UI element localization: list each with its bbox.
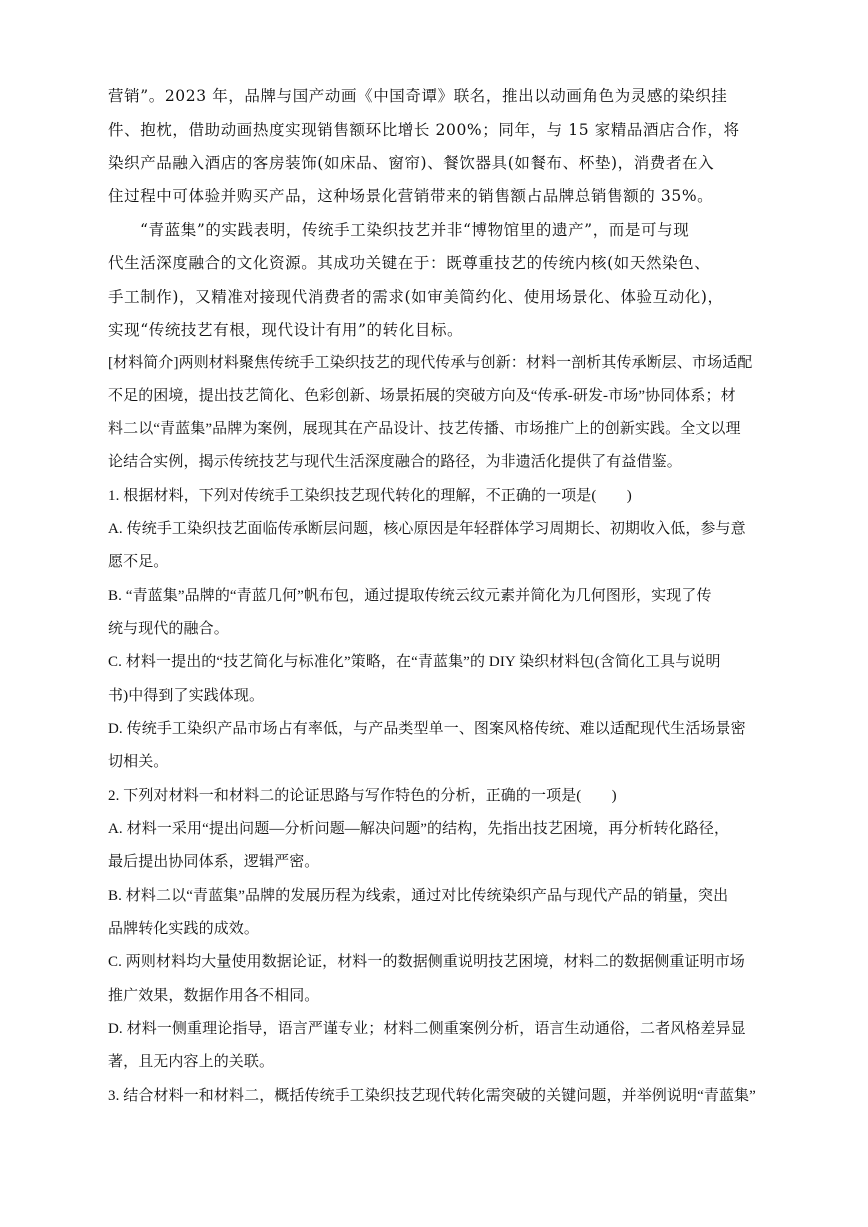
option-a-cont: 最后提出协同体系，逻辑严密。 [108, 854, 320, 870]
passage-line: 件、抱枕，借助动画热度实现销售额环比增长 200%；同年，与 15 家精品酒店合作，将 [108, 121, 740, 139]
passage-line: 代生活深度融合的文化资源。其成功关键在于：既尊重技艺的传统内核(如天然染色、 [108, 254, 711, 272]
option-a: A. 传统手工染织技艺面临传承断层问题，核心原因是年轻群体学习周期长、初期收入低，参与意 [108, 521, 746, 537]
summary-line: [材料简介]两则材料聚焦传统手工染织技艺的现代传承与创新：材料一剖析其传承断层、市场适配 [108, 355, 753, 371]
option-a-cont: 愿不足。 [108, 554, 169, 570]
passage-line: “青蓝集”的实践表明，传统手工染织技艺并非“博物馆里的遗产”，而是可与现 [140, 221, 690, 239]
passage-line: 染织产品融入酒店的客房装饰(如床品、窗帘)、餐饮器具(如餐布、杯垫)，消费者在入 [108, 154, 715, 172]
option-a: A. 材料一采用“提出问题—分析问题—解决问题”的结构，先指出技艺困境，再分析转化路径， [108, 821, 730, 837]
option-c: C. 材料一提出的“技艺简化与标准化”策略，在“青蓝集”的 DIY 染织材料包(含简化工具与说明 [108, 654, 721, 670]
option-b: B. “青蓝集”品牌的“青蓝几何”帆布包，通过提取传统云纹元素并简化为几何图形，实现了传 [108, 588, 712, 604]
passage-line: 营销”。2023 年，品牌与国产动画《中国奇谭》联名，推出以动画角色为灵感的染织挂 [108, 87, 728, 105]
option-b-cont: 品牌转化实践的成效。 [108, 921, 260, 937]
option-c: C. 两则材料均大量使用数据论证，材料一的数据侧重说明技艺困境，材料二的数据侧重证明市场 [108, 954, 745, 970]
option-c-cont: 书)中得到了实践体现。 [108, 688, 265, 704]
question-stem: 1. 根据材料，下列对传统手工染织技艺现代转化的理解，不正确的一项是( ) [108, 488, 632, 504]
option-c-cont: 推广效果，数据作用各不相同。 [108, 988, 320, 1004]
passage-line: 实现“传统技艺有根，现代设计有用”的转化目标。 [108, 321, 464, 339]
passage-line: 住过程中可体验并购买产品，这种场景化营销带来的销售额占品牌总销售额的 35%。 [108, 187, 714, 205]
summary-line: 论结合实例，揭示传统技艺与现代生活深度融合的路径，为非遗活化提供了有益借鉴。 [108, 454, 682, 470]
option-b: B. 材料二以“青蓝集”品牌的发展历程为线索，通过对比传统染织产品与现代产品的销量，突出 [108, 888, 729, 904]
option-d-cont: 著，且无内容上的关联。 [108, 1054, 275, 1070]
option-d-cont: 切相关。 [108, 754, 169, 770]
option-d: D. 传统手工染织产品市场占有率低，与产品类型单一、图案风格传统、难以适配现代生活场景密 [108, 721, 746, 737]
passage-line: 手工制作)，又精准对接现代消费者的需求(如审美简约化、使用场景化、体验互动化)， [108, 288, 724, 306]
option-d: D. 材料一侧重理论指导，语言严谨专业；材料二侧重案例分析，语言生动通俗，二者风格差异显 [108, 1021, 746, 1037]
summary-line: 料二以“青蓝集”品牌为案例，展现其在产品设计、技艺传播、市场推广上的创新实践。全文以理 [108, 421, 741, 437]
question-stem: 3. 结合材料一和材料二，概括传统手工染织技艺现代转化需突破的关键问题，并举例说明“青蓝集” [108, 1088, 756, 1104]
summary-line: 不足的困境，提出技艺简化、色彩创新、场景拓展的突破方向及“传承-研发-市场”协同体系；材 [108, 388, 736, 404]
question-stem: 2. 下列对材料一和材料二的论证思路与写作特色的分析，正确的一项是( ) [108, 788, 617, 804]
option-b-cont: 统与现代的融合。 [108, 621, 229, 637]
